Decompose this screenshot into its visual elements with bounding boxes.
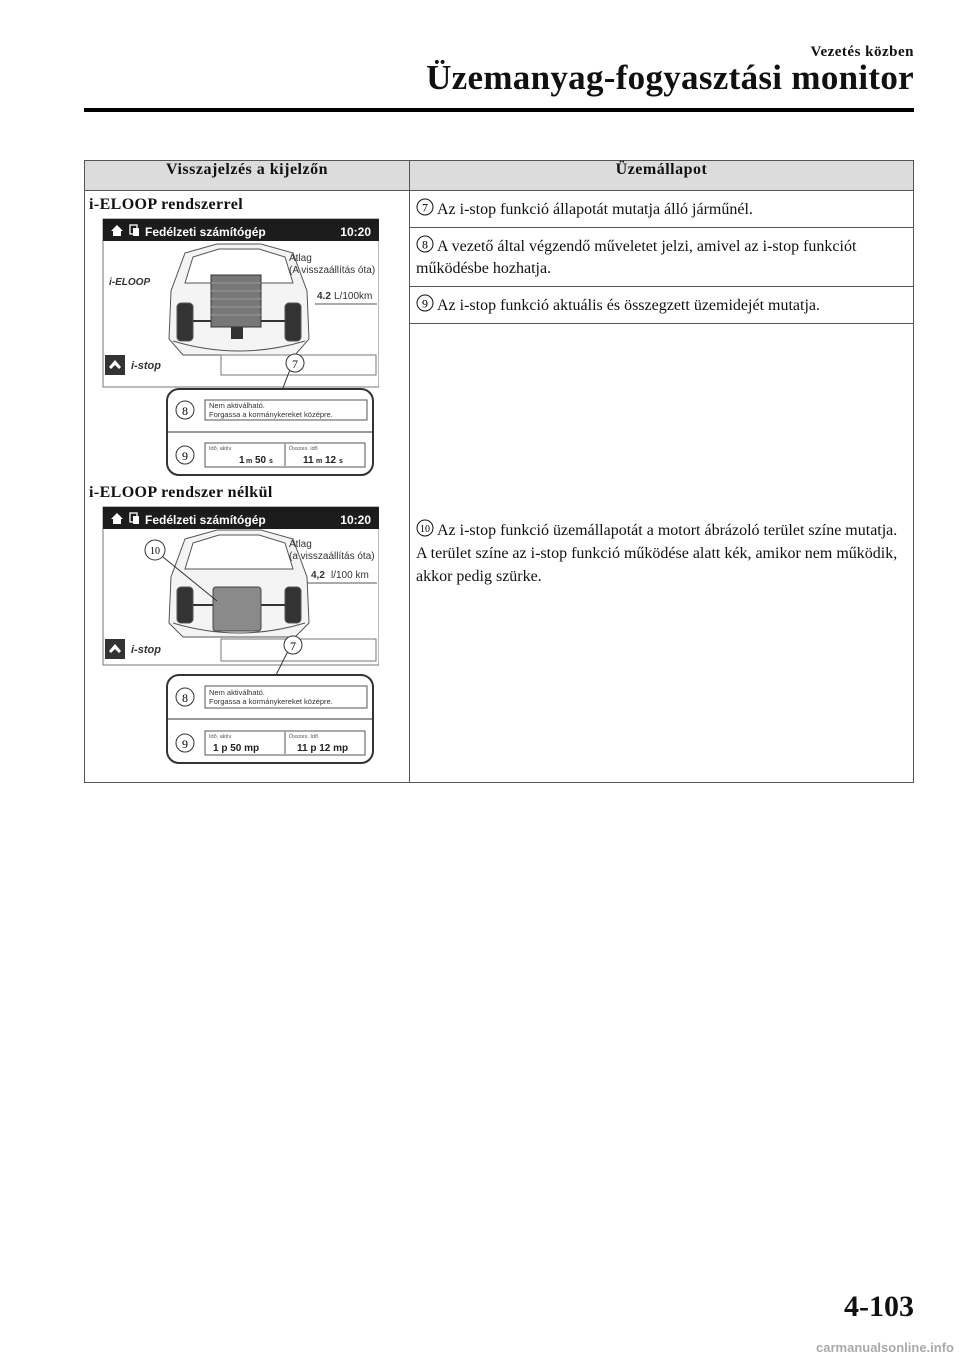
- callout-7-icon: [416, 197, 434, 217]
- callout-7: 7: [292, 357, 298, 371]
- time-active-sec: 50: [255, 455, 267, 466]
- state-item-9: [410, 287, 914, 324]
- average-unit: L/100km: [334, 291, 373, 302]
- istop-label: i-stop: [131, 644, 161, 656]
- unit-m: m: [246, 458, 253, 465]
- callout-8: 8: [182, 691, 188, 705]
- callout-9: 9: [182, 737, 188, 751]
- unit-s: s: [269, 458, 273, 465]
- callout-7: 7: [290, 639, 296, 653]
- time-active-label: Idő, aktív: [209, 734, 232, 740]
- time-total-sec: 12: [325, 455, 337, 466]
- state-item-8: [410, 228, 914, 287]
- with-eloop-label: i-ELOOP rendszerrel: [89, 196, 244, 213]
- message-line1: Nem aktiválható.: [209, 401, 265, 410]
- time-total-min: 11: [303, 455, 314, 466]
- time-active-label: Idő, aktív: [209, 446, 232, 452]
- col-header-state: Üzemállapot: [410, 161, 914, 191]
- callout-8-icon: [416, 234, 434, 254]
- state-text-8: A vezető által végzendő műveletet jelzi, amivel az i-stop funkciót működésbe hozhatja.: [416, 238, 857, 277]
- time-active-min: 1: [239, 455, 245, 466]
- callout-8: 8: [182, 404, 188, 418]
- unit-s: s: [339, 458, 343, 465]
- svg-text:10: 10: [420, 524, 430, 535]
- diagram-with-eloop: [89, 217, 379, 477]
- page-title: Üzemanyag-fogyasztási monitor: [426, 58, 914, 97]
- info-table: [84, 160, 914, 783]
- average-since-reset: (A visszaállítás óta): [289, 265, 376, 276]
- unit-m: m: [316, 458, 323, 465]
- diagram-without-eloop: [89, 505, 379, 769]
- message-line2: Forgassa a kormánykereket középre.: [209, 697, 333, 706]
- state-text-9: Az i-stop funkció aktuális és összegzett üzemidejét mutatja.: [437, 297, 820, 314]
- site-watermark: carmanualsonline.info: [816, 1340, 954, 1355]
- page-number: 4-103: [844, 1290, 914, 1323]
- state-item-10: [410, 324, 914, 783]
- header-rule: [84, 108, 914, 112]
- svg-text:7: 7: [422, 200, 428, 215]
- callout-9-icon: [416, 293, 434, 313]
- time-total-value: 11 p 12 mp: [297, 743, 349, 754]
- istop-label: i-stop: [131, 360, 161, 372]
- display-cell: [85, 191, 410, 783]
- without-eloop-label: i-ELOOP rendszer nélkül: [89, 484, 273, 501]
- average-label: Átlag: [289, 539, 312, 550]
- message-line1: Nem aktiválható.: [209, 688, 265, 697]
- state-text-7: Az i-stop funkció állapotát mutatja álló járműnél.: [437, 201, 753, 218]
- time-active-value: 1 p 50 mp: [213, 743, 260, 754]
- average-value: 4.2: [317, 291, 331, 302]
- time-total-label: Összes. idő: [289, 446, 318, 452]
- svg-text:9: 9: [422, 296, 428, 311]
- clock: 10:20: [340, 513, 371, 527]
- col-header-display: Visszajelzés a kijelzőn: [85, 161, 410, 191]
- callout-10: 10: [150, 546, 160, 557]
- average-value: 4,2: [311, 570, 325, 581]
- average-unit: l/100 km: [331, 570, 369, 581]
- average-since-reset: (a visszaállítás óta): [289, 551, 375, 562]
- average-label: Átlag: [289, 253, 312, 264]
- callout-9: 9: [182, 449, 188, 463]
- callout-10-icon: [416, 518, 434, 538]
- time-total-label: Összes. Idő: [289, 734, 319, 740]
- svg-text:8: 8: [422, 237, 428, 252]
- clock: 10:20: [340, 225, 371, 239]
- screen-title: Fedélzeti számítógép: [145, 225, 266, 239]
- message-line2: Forgassa a kormánykereket középre.: [209, 410, 333, 419]
- state-item-7: [410, 191, 914, 228]
- section-header: Vezetés közben: [810, 44, 914, 60]
- engine-area: [213, 587, 261, 631]
- state-text-10: Az i-stop funkció üzemállapotát a motort ábrázoló terület színe mutatja. A terület színe az i-stop funkció működése alatt kék, amikor nem működik, akkor pedig szürke.: [416, 522, 898, 585]
- eloop-label: i-ELOOP: [109, 277, 151, 288]
- screen-title: Fedélzeti számítógép: [145, 513, 266, 527]
